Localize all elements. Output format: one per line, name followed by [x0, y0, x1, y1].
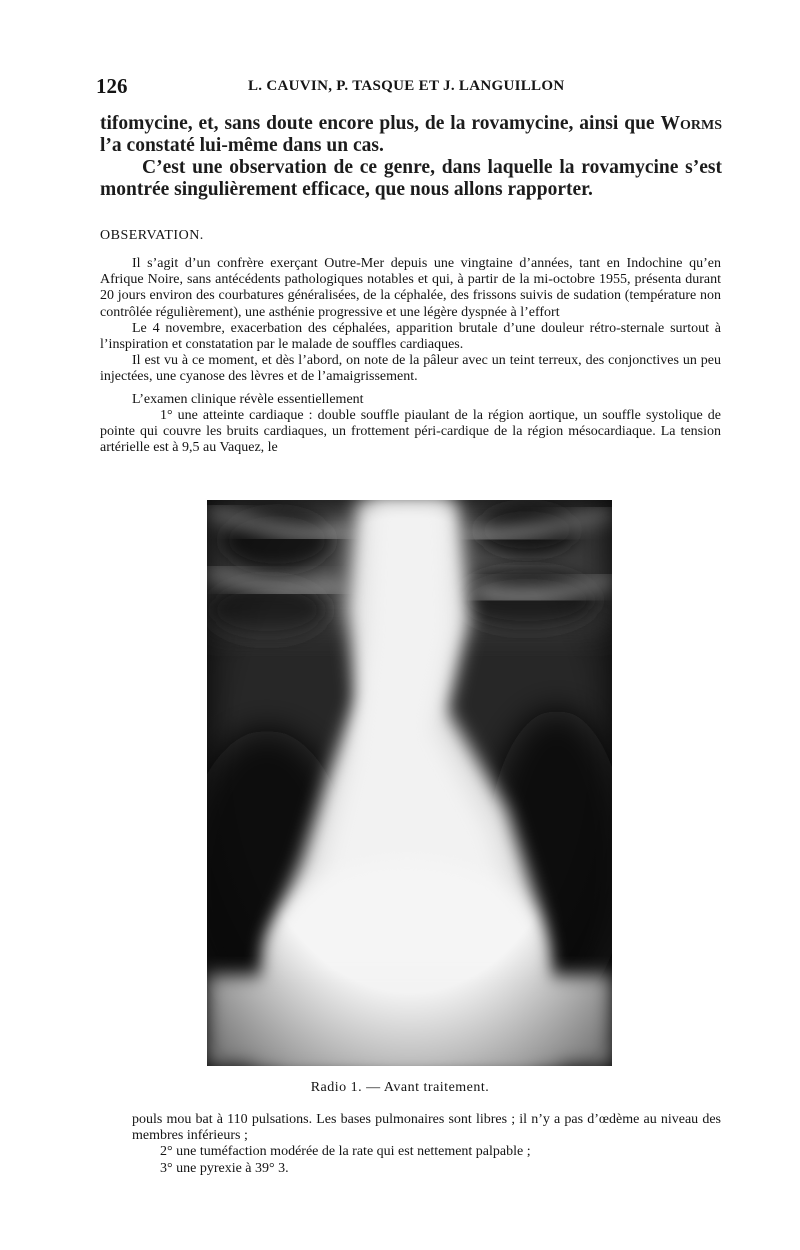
section-heading: OBSERVATION. — [100, 228, 204, 243]
continuation-text — [100, 1112, 721, 1177]
observation-paragraph-2: Le 4 novembre, exacerbation des céphalées, apparition brutale d’une douleur rétro-sternale surtout à l’inspiration et constatation par le malade de souffles cardiaques. — [100, 320, 721, 353]
observation-paragraph-1: Il s’agit d’un confrère exerçant Outre-Mer depuis une vingtaine d’années, tant en Indochine qu’en Afrique Noire, sans antécédents pathologiques notables et qui, à partir de la mi-octobre 1955, présenta durant 20 jours environ des courbatures généralisées, de la céphalée, des frissons suivis de sudation (température non contrôlée régulièrement), une asthénie progressive et une légère dyspnée à l’effort — [100, 256, 721, 320]
observation-paragraph-3: Il est vu à ce moment, et dès l’abord, on note de la pâleur avec un teint terreux, des conjonctives un peu injectées, une cyanose des lèvres et de l’amaigrissement. — [100, 353, 721, 385]
observation-text — [100, 256, 721, 456]
author-name-worms: Worms — [660, 113, 722, 134]
chest-radiograph — [207, 500, 612, 1066]
page-number: 126 — [96, 74, 128, 98]
observation-paragraph-5: 1° une atteinte cardiaque : double souffle piaulant de la région aortique, un souffle systolique de pointe qui couvre les bruits cardiaques, un frottement péri-cardique de la région mésocardiaque. La tension artérielle est à 9,5 au Vaquez, le — [100, 407, 721, 456]
continuation-paragraph-1: pouls mou bat à 110 pulsations. Les bases pulmonaires sont libres ; il n’y a pas d’œdème au niveau des membres inférieurs ; — [132, 1112, 721, 1144]
continuation-paragraph-3: 3° une pyrexie à 39° 3. — [160, 1160, 289, 1176]
intro-text — [100, 113, 722, 201]
intro-paragraph-2: C’est une observation de ce genre, dans laquelle la rovamycine s’est montrée singulièrement efficace, que nous allons rapporter. — [100, 157, 722, 200]
running-header — [96, 74, 720, 100]
running-head-authors: L. CAUVIN, P. TASQUE ET J. LANGUILLON — [248, 78, 565, 94]
intro-paragraph-1 — [100, 113, 722, 157]
figure-caption: Radio 1. — Avant traitement. — [310, 1080, 490, 1095]
intro-p1-end: l’a constaté lui-même dans un cas. — [100, 135, 384, 156]
continuation-paragraph-2: 2° une tuméfaction modérée de la rate qui est nettement palpable ; — [160, 1144, 531, 1160]
intro-p1-start: tifomycine, et, sans doute encore plus, de la rovamycine, ainsi que — [100, 113, 655, 134]
observation-paragraph-4: L’examen clinique révèle essentiellement — [132, 391, 364, 407]
chest-radiograph-image — [207, 500, 612, 1066]
